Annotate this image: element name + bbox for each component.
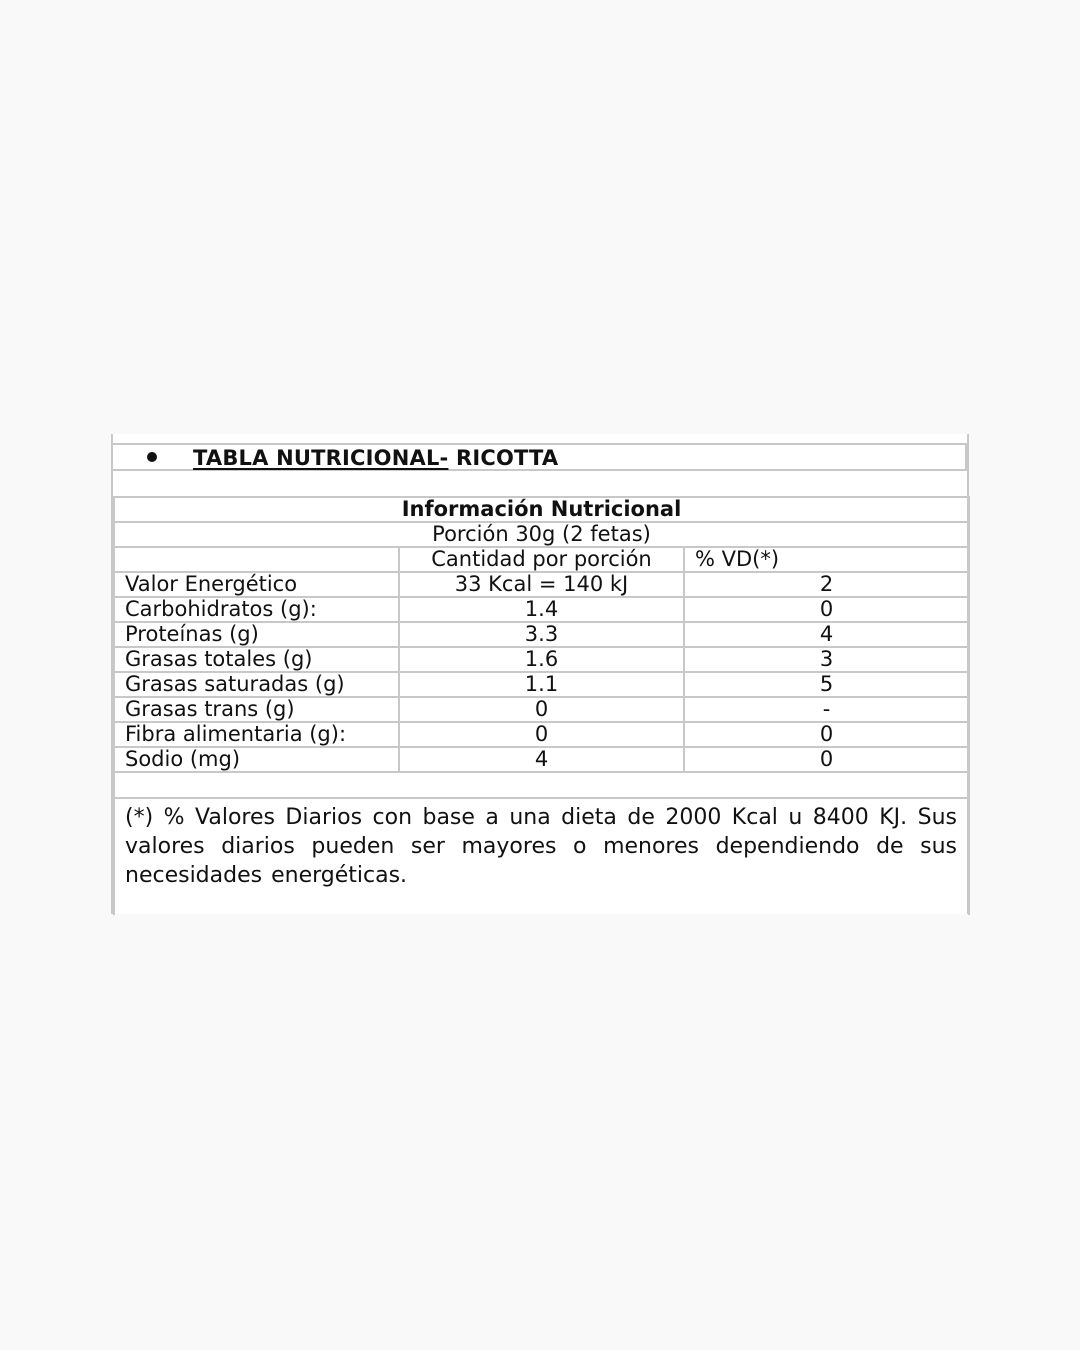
nutrient-rows — [114, 572, 969, 772]
nutrient-vd: 4 — [684, 622, 969, 647]
nutrient-name: Sodio (mg) — [114, 747, 399, 772]
nutrient-name: Proteínas (g) — [114, 622, 399, 647]
nutrient-vd: 5 — [684, 672, 969, 697]
nutrient-amount: 33 Kcal = 140 kJ — [399, 572, 684, 597]
header-vd: % VD(*) — [684, 547, 969, 572]
heading-title-underlined: TABLA NUTRICIONAL- — [193, 446, 449, 470]
section-heading — [113, 443, 967, 471]
footnote-cell — [114, 798, 969, 915]
nutrient-name: Grasas saturadas (g) — [114, 672, 399, 697]
portion-label: Porción 30g (2 fetas) — [114, 522, 969, 547]
column-header-row — [114, 547, 969, 572]
nutrition-sheet — [111, 434, 969, 914]
nutrient-vd: 3 — [684, 647, 969, 672]
table-row — [114, 572, 969, 597]
nutrient-amount: 1.4 — [399, 597, 684, 622]
nutrient-vd: 2 — [684, 572, 969, 597]
nutrient-name: Carbohidratos (g): — [114, 597, 399, 622]
table-title-row — [114, 497, 969, 522]
spacer-cell — [114, 772, 969, 798]
nutrient-vd: 0 — [684, 747, 969, 772]
nutrient-name: Grasas trans (g) — [114, 697, 399, 722]
nutrient-vd: 0 — [684, 722, 969, 747]
table-row — [114, 647, 969, 672]
footnote-row — [114, 798, 969, 915]
nutrient-name: Grasas totales (g) — [114, 647, 399, 672]
table-row — [114, 697, 969, 722]
header-amount: Cantidad por porción — [399, 547, 684, 572]
table-row — [114, 672, 969, 697]
heading-title-product: RICOTTA — [448, 446, 559, 470]
bullet-icon — [147, 452, 157, 462]
nutrient-name: Fibra alimentaria (g): — [114, 722, 399, 747]
nutrient-amount: 0 — [399, 722, 684, 747]
table-row — [114, 597, 969, 622]
heading-title — [193, 445, 558, 469]
header-empty-cell — [114, 547, 399, 572]
nutrient-amount: 0 — [399, 697, 684, 722]
nutrient-name: Valor Energético — [114, 572, 399, 597]
nutrient-vd: 0 — [684, 597, 969, 622]
table-row — [114, 622, 969, 647]
spacer-row — [114, 772, 969, 798]
nutrient-amount: 3.3 — [399, 622, 684, 647]
footnote-text: (*) % Valores Diarios con base a una dieta de 2000 Kcal u 8400 KJ. Sus valores diarios pueden ser mayores o menores dependiendo de sus necesidades energéticas. — [125, 805, 958, 888]
nutrient-amount: 1.6 — [399, 647, 684, 672]
portion-row — [114, 522, 969, 547]
nutrient-vd: - — [684, 697, 969, 722]
table-row — [114, 722, 969, 747]
nutrient-amount: 1.1 — [399, 672, 684, 697]
table-title: Información Nutricional — [114, 497, 969, 522]
table-row — [114, 747, 969, 772]
nutrition-table — [113, 496, 970, 915]
nutrient-amount: 4 — [399, 747, 684, 772]
